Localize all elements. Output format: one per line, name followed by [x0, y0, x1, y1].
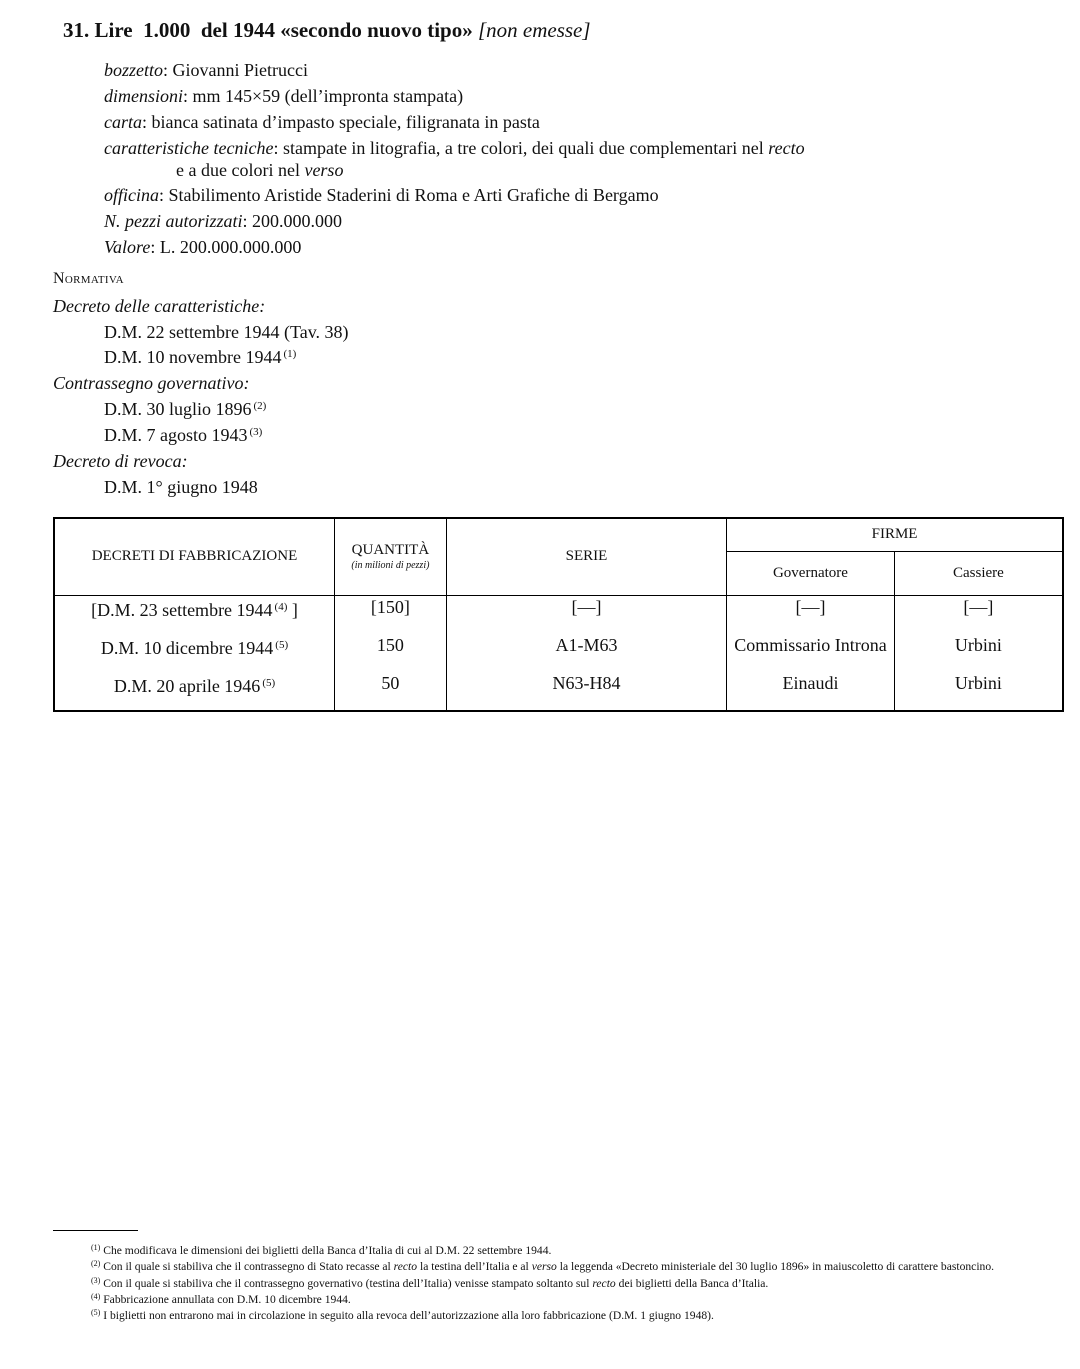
normativa-item: D.M. 10 novembre 1944 $^{(1)}$ [104, 347, 297, 367]
table-cell: [—] [963, 596, 994, 617]
detail-valore: Valore: L. 200.000.000.000 [104, 237, 302, 257]
footnote-ref: (5) [275, 638, 289, 651]
col-header-firme: FIRME [727, 518, 1063, 551]
footnotes [53, 1241, 1065, 1322]
table-cell: Urbini [954, 634, 1002, 655]
normativa-heading: Normativa [53, 270, 124, 287]
cassiere-column [894, 595, 1063, 711]
footnote: $^{(5)}$ I biglietti non entrarono mai in circolazione in seguito alla revoca dell’autorizzazione alla loro fabbricazione (D.M. 1 giugno 1948). [91, 1308, 714, 1323]
normativa-item: D.M. 7 agosto 1943 $^{(3)}$ [104, 425, 263, 445]
normativa-item: D.M. 1° giugno 1948 [104, 477, 258, 497]
detail-dimensioni: dimensioni: mm 145×59 (dell’impronta stampata) [104, 86, 464, 106]
normativa-item: D.M. 22 settembre 1944 (Tav. 38) [104, 322, 349, 342]
table-cell: A1-M63 [555, 634, 618, 655]
decreti-column [54, 595, 334, 711]
col-header-quantita-sub: (in milioni di pezzi) [351, 560, 430, 572]
denomination: Lire 1.000 [94, 18, 191, 42]
detail-officina: officina: Stabilimento Aristide Staderini di Roma e Arti Grafiche di Bergamo [104, 185, 659, 205]
decreti-table [53, 517, 1064, 712]
footnote: $^{(1)}$ Che modificava le dimensioni dei biglietti della Banca d’Italia di cui al D.M. 22 settembre 1944. [91, 1243, 552, 1257]
col-header-quantita: QUANTITÀ (in milioni di pezzi) [334, 518, 446, 595]
table-cell: [150] [370, 596, 410, 617]
governatore-column [727, 595, 895, 711]
footnote-ref: (4) [274, 600, 288, 613]
col-header-cassiere: Cassiere [894, 551, 1063, 595]
table-cell: [—] [795, 596, 826, 617]
table-cell: [—] [571, 596, 602, 617]
normativa-group-label: Decreto di revoca: [53, 451, 188, 471]
footnote: $^{(4)}$ Fabbricazione annullata con D.M. 10 dicembre 1944. [91, 1291, 351, 1306]
issue-status: [non emesse] [477, 18, 591, 42]
col-header-governatore: Governatore [727, 551, 895, 595]
entry-number: 31. [63, 18, 90, 42]
table-cell: N63-H84 [552, 672, 621, 693]
normativa-group-label: Decreto delle caratteristiche: [53, 296, 266, 316]
table-cell: D.M. 10 dicembre 1944 $^{(5)}$ [100, 637, 289, 658]
page-title [63, 18, 591, 43]
table-cell: D.M. 20 aprile 1946 $^{(5)}$ [113, 675, 276, 696]
footnote-ref: (1) [283, 348, 297, 360]
issue-name: del 1944 «secondo nuovo tipo» [200, 18, 473, 42]
serie-column [446, 595, 726, 711]
footnote-ref: (2) [253, 400, 267, 412]
normativa-item: D.M. 30 luglio 1896 $^{(2)}$ [104, 399, 267, 419]
detail-pezzi: N. pezzi autorizzati: 200.000.000 [104, 211, 343, 231]
detail-caratteristiche-cont: e a due colori nel verso [176, 160, 344, 180]
detail-bozzetto: bozzetto: Giovanni Pietrucci [104, 60, 308, 80]
footnote-divider [53, 1230, 138, 1231]
normativa-group-label: Contrassegno governativo: [53, 373, 250, 393]
detail-carta: carta: bianca satinata d’impasto speciale, filigranata in pasta [104, 112, 540, 132]
table-body-row [54, 595, 1063, 711]
col-header-decreti: DECRETI DI FABBRICAZIONE [54, 518, 334, 595]
table-cell: 150 [376, 634, 404, 655]
quantita-column [334, 595, 446, 711]
detail-caratteristiche: caratteristiche tecniche: stampate in litografia, a tre colori, dei quali due complementari nel recto [104, 138, 805, 158]
col-header-serie: SERIE [446, 518, 726, 595]
table-cell: [D.M. 23 settembre 1944 $^{(4)}$ ] [91, 599, 298, 620]
footnote: $^{(3)}$ Con il quale si stabiliva che il contrassegno governativo (testina dell’Italia) venisse stampato soltanto sul recto dei biglietti della Banca d’Italia. [91, 1275, 769, 1290]
table-cell: Einaudi [782, 672, 839, 693]
table-cell: Commissario Introna [734, 634, 887, 655]
table-cell: 50 [381, 672, 400, 693]
table-cell: Urbini [954, 672, 1002, 693]
footnote-ref: (5) [262, 676, 276, 689]
footnote-ref: (3) [249, 426, 263, 438]
footnote: $^{(2)}$ Con il quale si stabiliva che il contrassegno di Stato recasse al recto la testina dell’Italia e al verso la leggenda «Decreto ministeriale del 30 luglio 1896» in maiuscoletto di carattere bastoncino. [91, 1259, 995, 1274]
